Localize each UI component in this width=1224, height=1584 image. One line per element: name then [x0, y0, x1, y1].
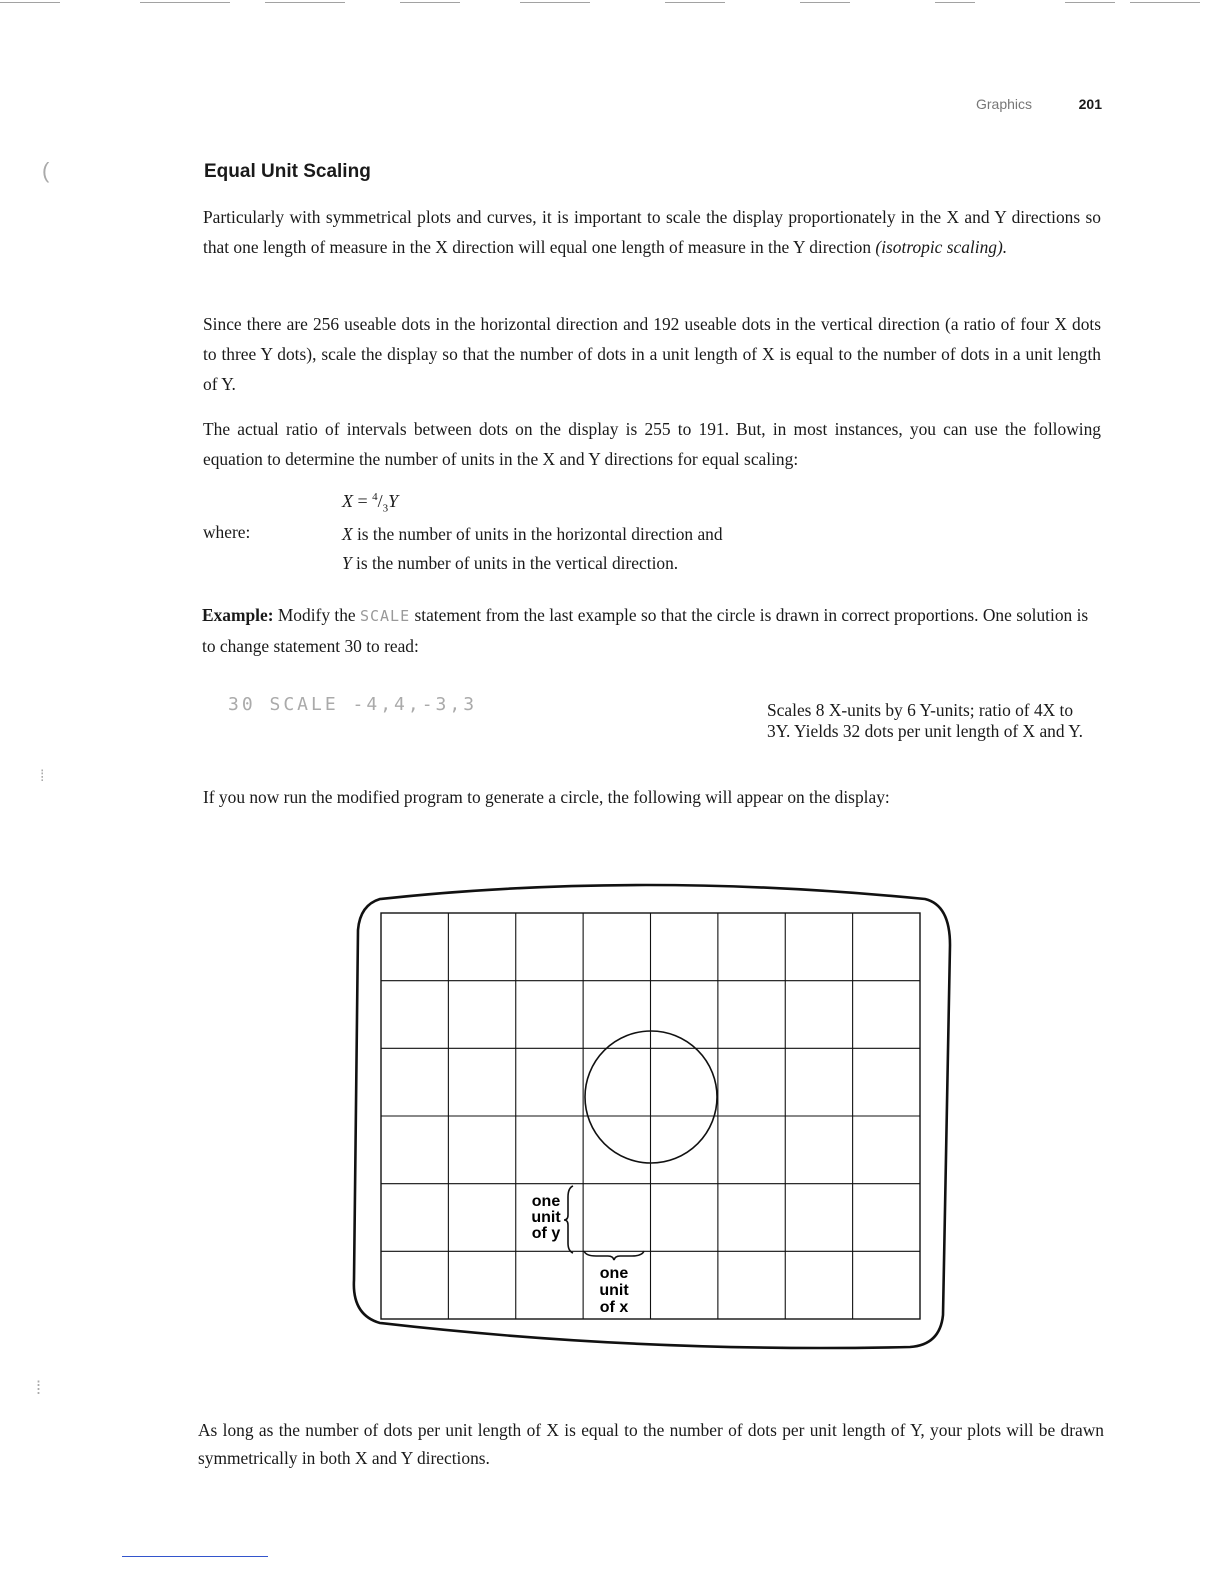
display-figure	[340, 875, 960, 1355]
equation-denominator: 3	[382, 502, 389, 515]
footer-rule	[122, 1556, 268, 1557]
running-header	[976, 96, 1102, 116]
code-annotation: Scales 8 X-units by 6 Y-units; ratio of 4X to 3Y. Yields 32 dots per unit length of X and Y.	[767, 700, 1083, 741]
label-one-unit-y-3: of y	[531, 1225, 561, 1242]
definition-x-text: is the number of units in the horizontal direction and	[352, 524, 723, 544]
scan-artifact	[520, 2, 590, 3]
scan-artifact	[1130, 2, 1200, 3]
equation-equals: =	[357, 491, 368, 511]
page-number: 201	[1078, 96, 1102, 112]
label-one-unit-y-2: unit	[531, 1209, 561, 1226]
scan-artifact	[0, 2, 60, 3]
paragraph-conclusion: As long as the number of dots per unit length of X is equal to the number of dots per unit length of Y, your plots will be drawn symmetrically in both X and Y directions.	[198, 1420, 1104, 1468]
inline-code-scale: SCALE	[359, 607, 411, 625]
example-text-before: Modify the	[273, 605, 360, 625]
section-title: Graphics	[976, 96, 1033, 112]
where-label: where:	[203, 522, 251, 542]
equation-numerator: 4	[372, 491, 378, 503]
variable-y: Y	[342, 553, 352, 573]
binding-mark: ⁞	[36, 1378, 42, 1398]
scan-artifact	[665, 2, 725, 3]
section-heading: Equal Unit Scaling	[204, 161, 371, 182]
equation-slash: /	[377, 491, 383, 511]
binding-mark: ⁞	[40, 768, 45, 785]
paragraph-italic: (isotropic scaling).	[875, 237, 1008, 257]
code-statement: 30 SCALE -4,4,-3,3	[228, 694, 478, 715]
equation-fraction	[372, 491, 389, 515]
paragraph-dots: Since there are 256 useable dots in the horizontal direction and 192 useable dots in the vertical direction (a ratio of four X dots to three Y dots), scale the display so that the number of dots in a unit length of X is equal to the number of dots in a unit length of Y.	[203, 314, 1101, 394]
definition-y-text: is the number of units in the vertical direction.	[351, 553, 679, 573]
scan-artifact	[800, 2, 850, 3]
display-grid	[381, 913, 920, 1319]
variable-x: X	[342, 524, 353, 544]
paragraph-run-program: If you now run the modified program to generate a circle, the following will appear on the display:	[203, 787, 890, 807]
scan-artifact	[935, 2, 975, 3]
scan-artifact	[140, 2, 230, 3]
example-paragraph	[202, 600, 1102, 661]
scan-artifact	[400, 2, 460, 3]
example-text-after: statement from the last example so that the circle is drawn in correct proportions. One solution is to change statement 30 to read:	[202, 605, 1089, 656]
scan-artifact	[1065, 2, 1115, 3]
label-one-unit-x-1: one	[599, 1265, 629, 1282]
equation-lhs: X	[342, 491, 353, 511]
example-lead: Example:	[202, 605, 274, 625]
label-one-unit-x-2: unit	[599, 1282, 629, 1299]
equation-rhs: Y	[388, 491, 399, 511]
binding-mark: (	[42, 158, 50, 183]
y-unit-bracket	[564, 1186, 573, 1253]
scan-artifact	[265, 2, 345, 3]
scaling-equation	[342, 491, 398, 515]
where-definition-y	[342, 553, 678, 574]
paragraph-isotropic	[203, 202, 1101, 262]
x-unit-bracket	[584, 1251, 644, 1260]
paragraph-ratio: The actual ratio of intervals between dots on the display is 255 to 191. But, in most instances, you can use the following equation to determine the number of units in the X and Y directions for equal scaling:	[203, 419, 1101, 469]
label-one-unit-y-1: one	[531, 1193, 561, 1210]
paragraph-text: Particularly with symmetrical plots and curves, it is important to scale the display proportionately in the X and Y directions so that one length of measure in the X direction will equal one length of measure in the Y direction	[203, 207, 1101, 257]
label-one-unit-x-3: of x	[599, 1299, 629, 1316]
where-definition-x	[342, 524, 723, 545]
